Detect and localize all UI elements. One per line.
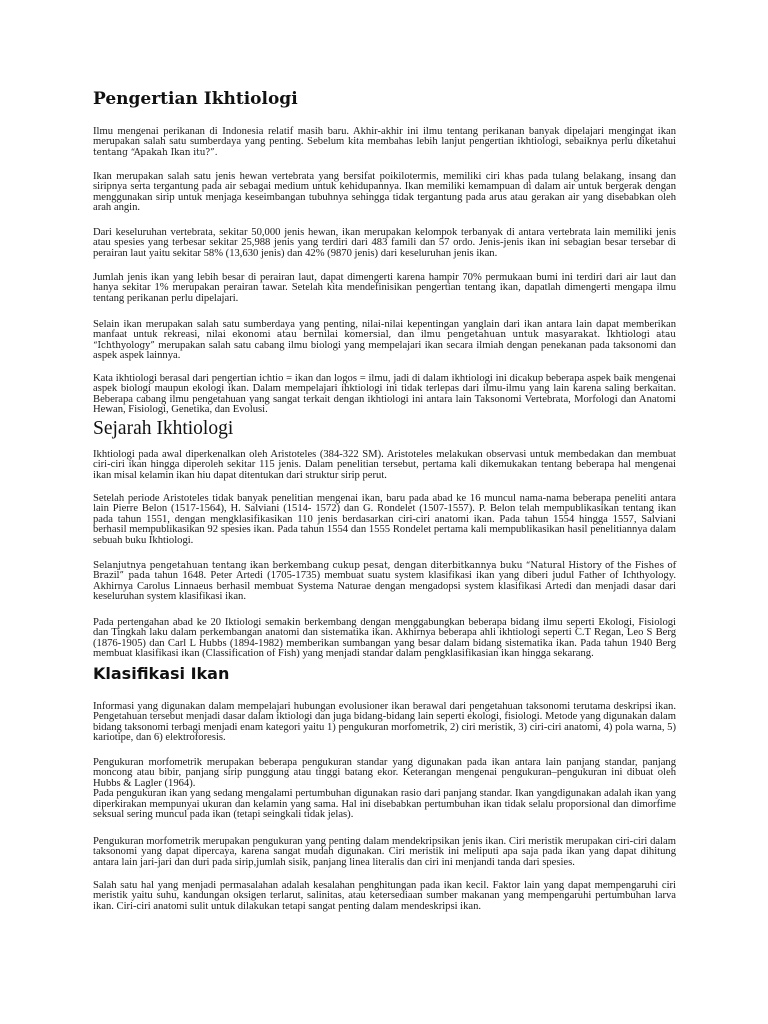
paragraph-pengertian-5: Selain ikan merupakan salah satu sumberdaya yang penting, nilai-nilai kepentingan yanglain dari ikan antara lain dapat memberikan manfaat untuk rekreasi, nilai ekonomi atau bernilai komersial, dan ilmu pengetahuan untuk masyarakat. Ikhtiologi atau “Ichthyology” merupakan salah satu cabang ilmu biologi yang mempelajari ikan secara ilmiah dengan penekanan pada taksonomi dan aspek aspek lainnya. — [93, 319, 676, 362]
paragraph-sejarah-1: Ikhtiologi pada awal diperkenalkan oleh Aristoteles (384-322 SM). Aristoteles melakukan observasi untuk membedakan dan membuat ciri-ciri ikan hingga diperoleh sekitar 115 jenis. Dalam penelitian tersebut, pertama kali dikemukakan tentang beberapa hal mengenai ikan misal kelamin ikan hiu dapat ditentukan dari struktur sirip perut. — [93, 449, 676, 481]
paragraph-klasifikasi-2: Pengukuran morfometrik merupakan beberapa pengukuran standar yang digunakan pada ikan antara lain panjang standar, panjang moncong atau bibir, panjang sirip punggung atau tinggi batang ekor. Keterangan mengenai pengukuran–pengukuran ini dibuat oleh Hubbs & Lagler (1964). Pada pengukuran ikan yang sedang mengalami pertumbuhan digunakan rasio dari panjang standar. Ikan yangdigunakan adalah ikan yang diperkirakan mempunyai ukuran dan kelamin yang sama. Hal ini disebabkan pertumbuhan ikan tidak selalu proporsional dan dimorfime seksual sering muncul pada ikan (tetapi seingkali tidak jelas). — [93, 757, 676, 821]
paragraph-pengertian-6: Kata ikhtiologi berasal dari pengertian ichtio = ikan dan logos = ilmu, jadi di dalam ikhtiologi ini dicakup beberapa aspek baik mengenai aspek biologi maupun ekologi ikan. Dalam mempelajari ihktiologi ini tidak terlepas dari ilmu-ilmu yang lain karena saling berkaitan. Beberapa cabang ilmu pengetahuan yang sangat terkait dengan ikhtiologi ini antara lain Taksonomi Vertebrata, Morfologi dan Anatomi Hewan, Fisiologi, Genetika, dan Evolusi. — [93, 373, 676, 416]
paragraph-pengertian-4: Jumlah jenis ikan yang lebih besar di perairan laut, dapat dimengerti karena hampir 70% permukaan bumi ini terdiri dari air laut dan hanya sekitar 1% merupakan perairan tawar. Setelah kita mendefinisikan pengertian tentang ikan, dapatlah dimengerti mengapa ilmu tentang perikanan perlu dipelajari. — [93, 272, 676, 304]
paragraph-klasifikasi-3: Pengukuran morfometrik merupakan pengukuran yang penting dalam mendekripsikan jenis ikan. Ciri meristik merupakan ciri-ciri dalam taksonomi yang dapat dipercaya, karena sangat mudah digunakan. Ciri meristik ini meliputi apa saja pada ikan yang dapat dihitung antara lain jari-jari dan duri pada sirip,jumlah sisik, panjang linea literalis dan ciri ini menjandi tanda dari spesies. — [93, 836, 676, 868]
paragraph-sejarah-2: Setelah periode Aristoteles tidak banyak penelitian mengenai ikan, baru pada abad ke 16 muncul nama-nama beberapa peneliti antara lain Pierre Belon (1517-1564), H. Salviani (1514- 1572) dan G. Rondelet (1507-1557). P. Belon telah mempublikasikan tentang ikan pada tahun 1551, dengan mengklasifikasikan 110 jenis berdasarkan ciri-ciri anatomi ikan. Pada tahun 1554 hingga 1557, Salviani berhasil mempublikasikan 92 spesies ikan. Pada tahun 1554 dan 1555 Rondelet pertama kali mempublikasikan hasil penelitiannya dalam sebuah buku Ikhtiologi. — [93, 493, 676, 546]
paragraph-pengertian-2: Ikan merupakan salah satu jenis hewan vertebrata yang bersifat poikilotermis, memiliki ciri khas pada tulang belakang, insang dan siripnya serta tergantung pada air sebagai medium untuk kehidupannya. Ikan memiliki kemampuan di dalam air untuk bergerak dengan menggunakan sirip untuk menjaga keseimbangan tubuhnya sehingga tidak tergantung pada arus atau gerakan air yang disebabkan oleh arah angin. — [93, 171, 676, 214]
paragraph-pengertian-3: Dari keseluruhan vertebrata, sekitar 50,000 jenis hewan, ikan merupakan kelompok terbanyak di antara vertebrata lain memiliki jenis atau spesies yang terbesar sekitar 25,988 jenis yang terdiri dari 483 famili dan 57 ordo. Jenis-jenis ikan ini sebagian besar tersebar di perairan laut yaitu sekitar 58% (13,630 jenis) dan 42% (9870 jenis) dari keseluruhan jenis ikan. — [93, 227, 676, 259]
section-title-pengertian: Pengertian Ikhtiologi — [93, 89, 298, 109]
paragraph-pengertian-1: Ilmu mengenai perikanan di Indonesia relatif masih baru. Akhir-akhir ini ilmu tentang perikanan banyak dipelajari mengingat ikan merupakan salah satu sumberdaya yang penting. Sebelum kita membahas lebih lanjut pengertian ikhtiologi, sebaiknya perlu diketahui tentang “Apakah Ikan itu?”. — [93, 126, 676, 158]
paragraph-sejarah-4: Pada pertengahan abad ke 20 Iktiologi semakin berkembang dengan menggabungkan beberapa bidang ilmu seperti Ekologi, Fisiologi dan Tingkah laku dalam perkembangan anatomi dan sistematika ikan. Akhirnya beberapa ahli ikhtiologi seperti C.T Regan, Leo S Berg (1876-1905) dan Carl L Hubbs (1894-1982) memberikan sumbangan yang besar dalam bidang sistematika ikan. Pada tahun 1940 Berg membuat klasifikasi ikan (Classification of Fish) yang menjadi standar dalam pengklasifikasian ikan hingga sekarang. — [93, 617, 676, 660]
section-title-klasifikasi: Klasifikasi Ikan — [93, 664, 230, 683]
section-title-sejarah: Sejarah Ikhtiologi — [93, 418, 234, 439]
paragraph-klasifikasi-1: Informasi yang digunakan dalam mempelajari hubungan evolusioner ikan berawal dari pengetahuan taksonomi terutama deskripsi ikan. Pengetahuan tersebut menjadi dasar dalam iktiologi dan juga bidang-bidang lain seperti ekologi, fisiologi. Metode yang digunakan dalam bidang taksonomi terbagi menjadi enam kategori yaitu 1) pengukuran morfometrik, 2) ciri meristik, 3) ciri-ciri anatomi, 4) pola warna, 5) kariotipe, dan 6) elektroforesis. — [93, 701, 676, 744]
paragraph-sejarah-3: Selanjutnya pengetahuan tentang ikan berkembang cukup pesat, dengan diterbitkannya buku “Natural History of the Fishes of Brazil” pada tahun 1648. Peter Artedi (1705-1735) membuat suatu system klasifikasi ikan yang diberi judul Father of Ichthyology. Akhirnya Carolus Linnaeus berhasil membuat Systema Naturae dengan mengadopsi system klasifikasi Artedi dan menjadi dasar dari keseluruhan system klasifikasi ikan. — [93, 561, 676, 603]
paragraph-klasifikasi-4: Salah satu hal yang menjadi permasalahan adalah kesalahan penghitungan pada ikan kecil. Faktor lain yang dapat mempengaruhi ciri meristik yaitu suhu, kandungan oksigen terlarut, salinitas, atau ketersediaan sumber makanan yang mempengaruhi pertumbuhan larva ikan. Ciri-ciri anatomi sulit untuk dilakukan tetapi sangat penting dalam mendeskripsi ikan. — [93, 880, 676, 912]
